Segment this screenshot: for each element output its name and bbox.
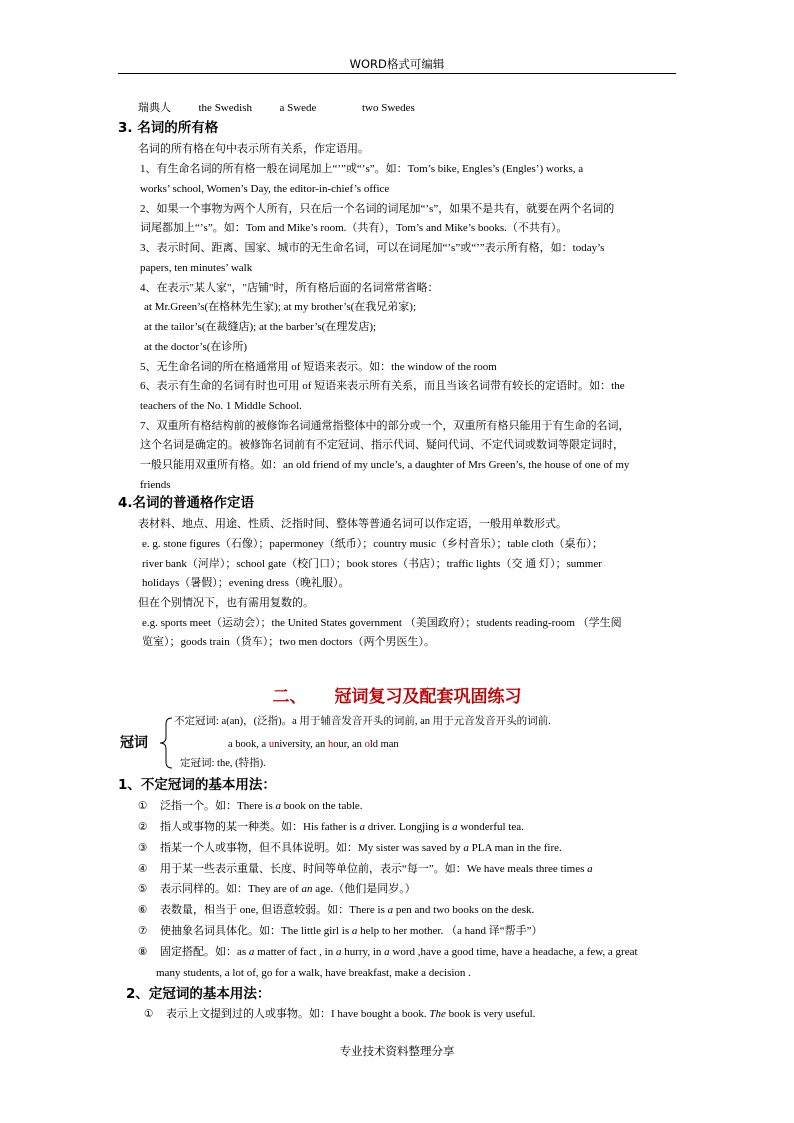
text-line: 7、双重所有格结构前的被修饰名词通常指整体中的部分或一个，双重所有格只能用于有生命的名词，: [140, 420, 630, 432]
page-footer: 专业技术资料整理分享: [339, 1044, 455, 1058]
indefinite-article-line: 不定冠词: a(an)，(泛指)。a 用于辅音发音开头的词前, an 用于元音发音开头的词前.: [174, 716, 551, 727]
item-italic: a: [248, 946, 255, 958]
article-label: 冠词: [120, 735, 148, 751]
item-italic: a: [335, 946, 342, 958]
item-text: 固定搭配。如：as: [160, 946, 249, 958]
item-italic: a: [452, 821, 458, 833]
subsection-1-title: 1、不定冠词的基本用法：: [118, 777, 276, 793]
text-line: 一般只能用双重所有格。如：an old friend of my uncle’s, a daughter of Mrs Green’s, the house of one of my: [140, 459, 630, 471]
text-line: 2、如果一个事物为两个人所有，只在后一个名词的词尾加“’s”，如果不是共有，就要在两个名词的: [140, 203, 615, 215]
text-line: river bank（河岸）；school gate（校门口）；book stores（书店）；traffic lights（交 通 灯）；summer: [142, 558, 602, 570]
text-line: 名词的所有格在句中表示所有关系，作定语用。: [138, 143, 369, 155]
item-italic: an: [301, 883, 313, 895]
item-number: ④: [138, 863, 148, 875]
list-item: [138, 945, 638, 959]
item-italic: a: [463, 842, 469, 854]
list-item: [144, 1007, 535, 1021]
text-line: 1、有生命名词的所有格一般在词尾加上“’”或“’s”。如：Tom’s bike, Engles’s (Engles’) works, a: [140, 163, 584, 175]
top-row-cell: two Swedes: [361, 102, 415, 114]
item-number: ⑦: [138, 925, 148, 937]
item-italic: a: [275, 800, 281, 812]
item-text: book on the table.: [280, 800, 363, 812]
text-line: teachers of the No. 1 Middle School.: [140, 400, 302, 412]
list-item: [138, 862, 593, 876]
item-text: driver. Longjing is: [365, 821, 453, 833]
item-text: 用于某一些表示重量、长度、时间等单位前，表示“每一”。如：We have meals three times: [160, 863, 588, 875]
item-number: ①: [138, 800, 148, 812]
text-line: e. g. stone figures（石像）；papermoney（纸币）；country music（乡村音乐）；table cloth（桌布）；: [142, 538, 604, 550]
item-number: ②: [138, 821, 148, 833]
example-highlight: h: [327, 739, 334, 750]
list-item: [138, 820, 524, 834]
item-text: 指某一个人或事物，但不具体说明。如：My sister was saved by: [160, 842, 464, 854]
list-item: [138, 841, 562, 855]
top-row-cell: a Swede: [279, 102, 317, 114]
item-italic: a: [387, 904, 394, 916]
item-text: word ,have a good time, have a headache, a few, a great: [389, 946, 638, 958]
text-line: at the doctor’s(在诊所): [144, 341, 248, 353]
part-2-number: 二、: [272, 687, 307, 707]
article-example-line: [228, 738, 399, 752]
item-italic: a: [587, 863, 593, 875]
item-text: 使抽象名词具体化。如：The little girl is: [160, 925, 352, 937]
list-item-continuation: many students, a lot of, go for a walk, have breakfast, make a decision .: [156, 967, 471, 979]
text-line: 表材料、地点、用途、性质、泛指时间、整体等普通名词可以作定语，一般用单数形式。: [138, 518, 567, 530]
item-number: ①: [144, 1008, 154, 1020]
item-number: ⑤: [138, 883, 148, 895]
item-text: 表示上文提到过的人或事物。如：I have bought a book.: [166, 1008, 430, 1020]
text-line: at Mr.Green’s(在格林先生家); at my brother’s(在我兄弟家);: [144, 301, 417, 313]
text-line: 词尾都加上“’s”。如：Tom and Mike’s room.（共有），Tom’s and Mike’s books.（不共有）。: [140, 222, 568, 234]
top-row: [138, 101, 415, 115]
brace-icon: [158, 716, 174, 770]
text-line: papers, ten minutes’ walk: [140, 262, 253, 274]
example-text: ld man: [369, 739, 399, 750]
text-line: at the tailor’s(在裁缝店); at the barber’s(在理发店);: [144, 321, 377, 333]
example-highlight: o: [364, 739, 370, 750]
item-number: ③: [138, 842, 148, 854]
page-header: WORD格式可编辑: [349, 57, 445, 71]
item-text: matter of fact , in: [254, 946, 336, 958]
top-row-cell: the Swedish: [198, 102, 252, 114]
item-italic: a: [359, 821, 366, 833]
text-line: 但在个别情况下，也有需用复数的。: [138, 597, 314, 609]
item-italic: a: [384, 946, 390, 958]
text-line: 3、表示时间、距离、国家、城市的无生命名词，可以在词尾加“’s”或“’”表示所有格，如：today’s: [140, 242, 605, 254]
item-italic: The: [429, 1008, 446, 1020]
text-line: 4、在表示"某人家"，"店铺"时，所有格后面的名词常常省略：: [140, 282, 439, 294]
section-3-title: 3. 名词的所有格: [118, 120, 219, 136]
text-line: 这个名词是确定的。被修饰名词前有不定冠词、指示代词、疑问代词、不定代词或数词等限定词时，: [140, 439, 624, 451]
example-text: a book, a: [228, 739, 269, 750]
top-row-cell: 瑞典人: [138, 102, 171, 114]
item-text: hurry, in: [341, 946, 385, 958]
item-text: help to her mother. （a hand 译“帮手”）: [357, 925, 543, 937]
item-text: 表示同样的。如：They are of: [160, 883, 302, 895]
item-number: ⑥: [138, 904, 148, 916]
header-rule: [118, 73, 676, 74]
list-item: [138, 903, 534, 917]
list-item: [138, 799, 363, 813]
item-text: age.（他们是同岁。）: [312, 883, 416, 895]
item-italic: a: [351, 925, 358, 937]
text-line: holidays（暑假）；evening dress（晚礼服）。: [142, 577, 350, 589]
example-text: niversity, an: [274, 739, 328, 750]
definite-article-line: 定冠词: the, (特指).: [180, 758, 266, 769]
item-number: ⑧: [138, 946, 148, 958]
item-text: wonderful tea.: [457, 821, 524, 833]
item-text: 表数量，相当于 one, 但语意较弱。如：There is: [160, 904, 388, 916]
text-line: e.g. sports meet（运动会）；the United States government （美国政府）；students reading-room （学生阅: [142, 617, 622, 629]
part-2-heading: [0, 682, 794, 707]
text-line: works’ school, Women’s Day, the editor-in-chief’s office: [140, 183, 390, 195]
item-text: pen and two books on the desk.: [393, 904, 535, 916]
example-highlight: u: [268, 739, 275, 750]
item-text: book is very useful.: [445, 1008, 536, 1020]
part-2-title: 冠词复习及配套巩固练习: [334, 687, 522, 707]
example-text: our, an: [333, 739, 365, 750]
section-4-title: 4.名词的普通格作定语: [118, 495, 255, 511]
item-text: 泛指一个。如：There is: [160, 800, 276, 812]
text-line: friends: [140, 479, 171, 491]
item-text: PLA man in the fire.: [468, 842, 562, 854]
subsection-2-title: 2、定冠词的基本用法：: [126, 986, 271, 1002]
item-text: 指人或事物的某一种类。如：His father is: [160, 821, 360, 833]
list-item: [138, 924, 543, 938]
list-item: [138, 882, 416, 896]
text-line: 5、无生命名词的所在格通常用 of 短语来表示。如：the window of the room: [140, 361, 497, 373]
text-line: 览室）；goods train（货车）；two men doctors（两个男医生）。: [142, 636, 436, 648]
text-line: 6、表示有生命的名词有时也可用 of 短语来表示所有关系，而且当该名词带有较长的定语时。如：the: [140, 380, 625, 392]
